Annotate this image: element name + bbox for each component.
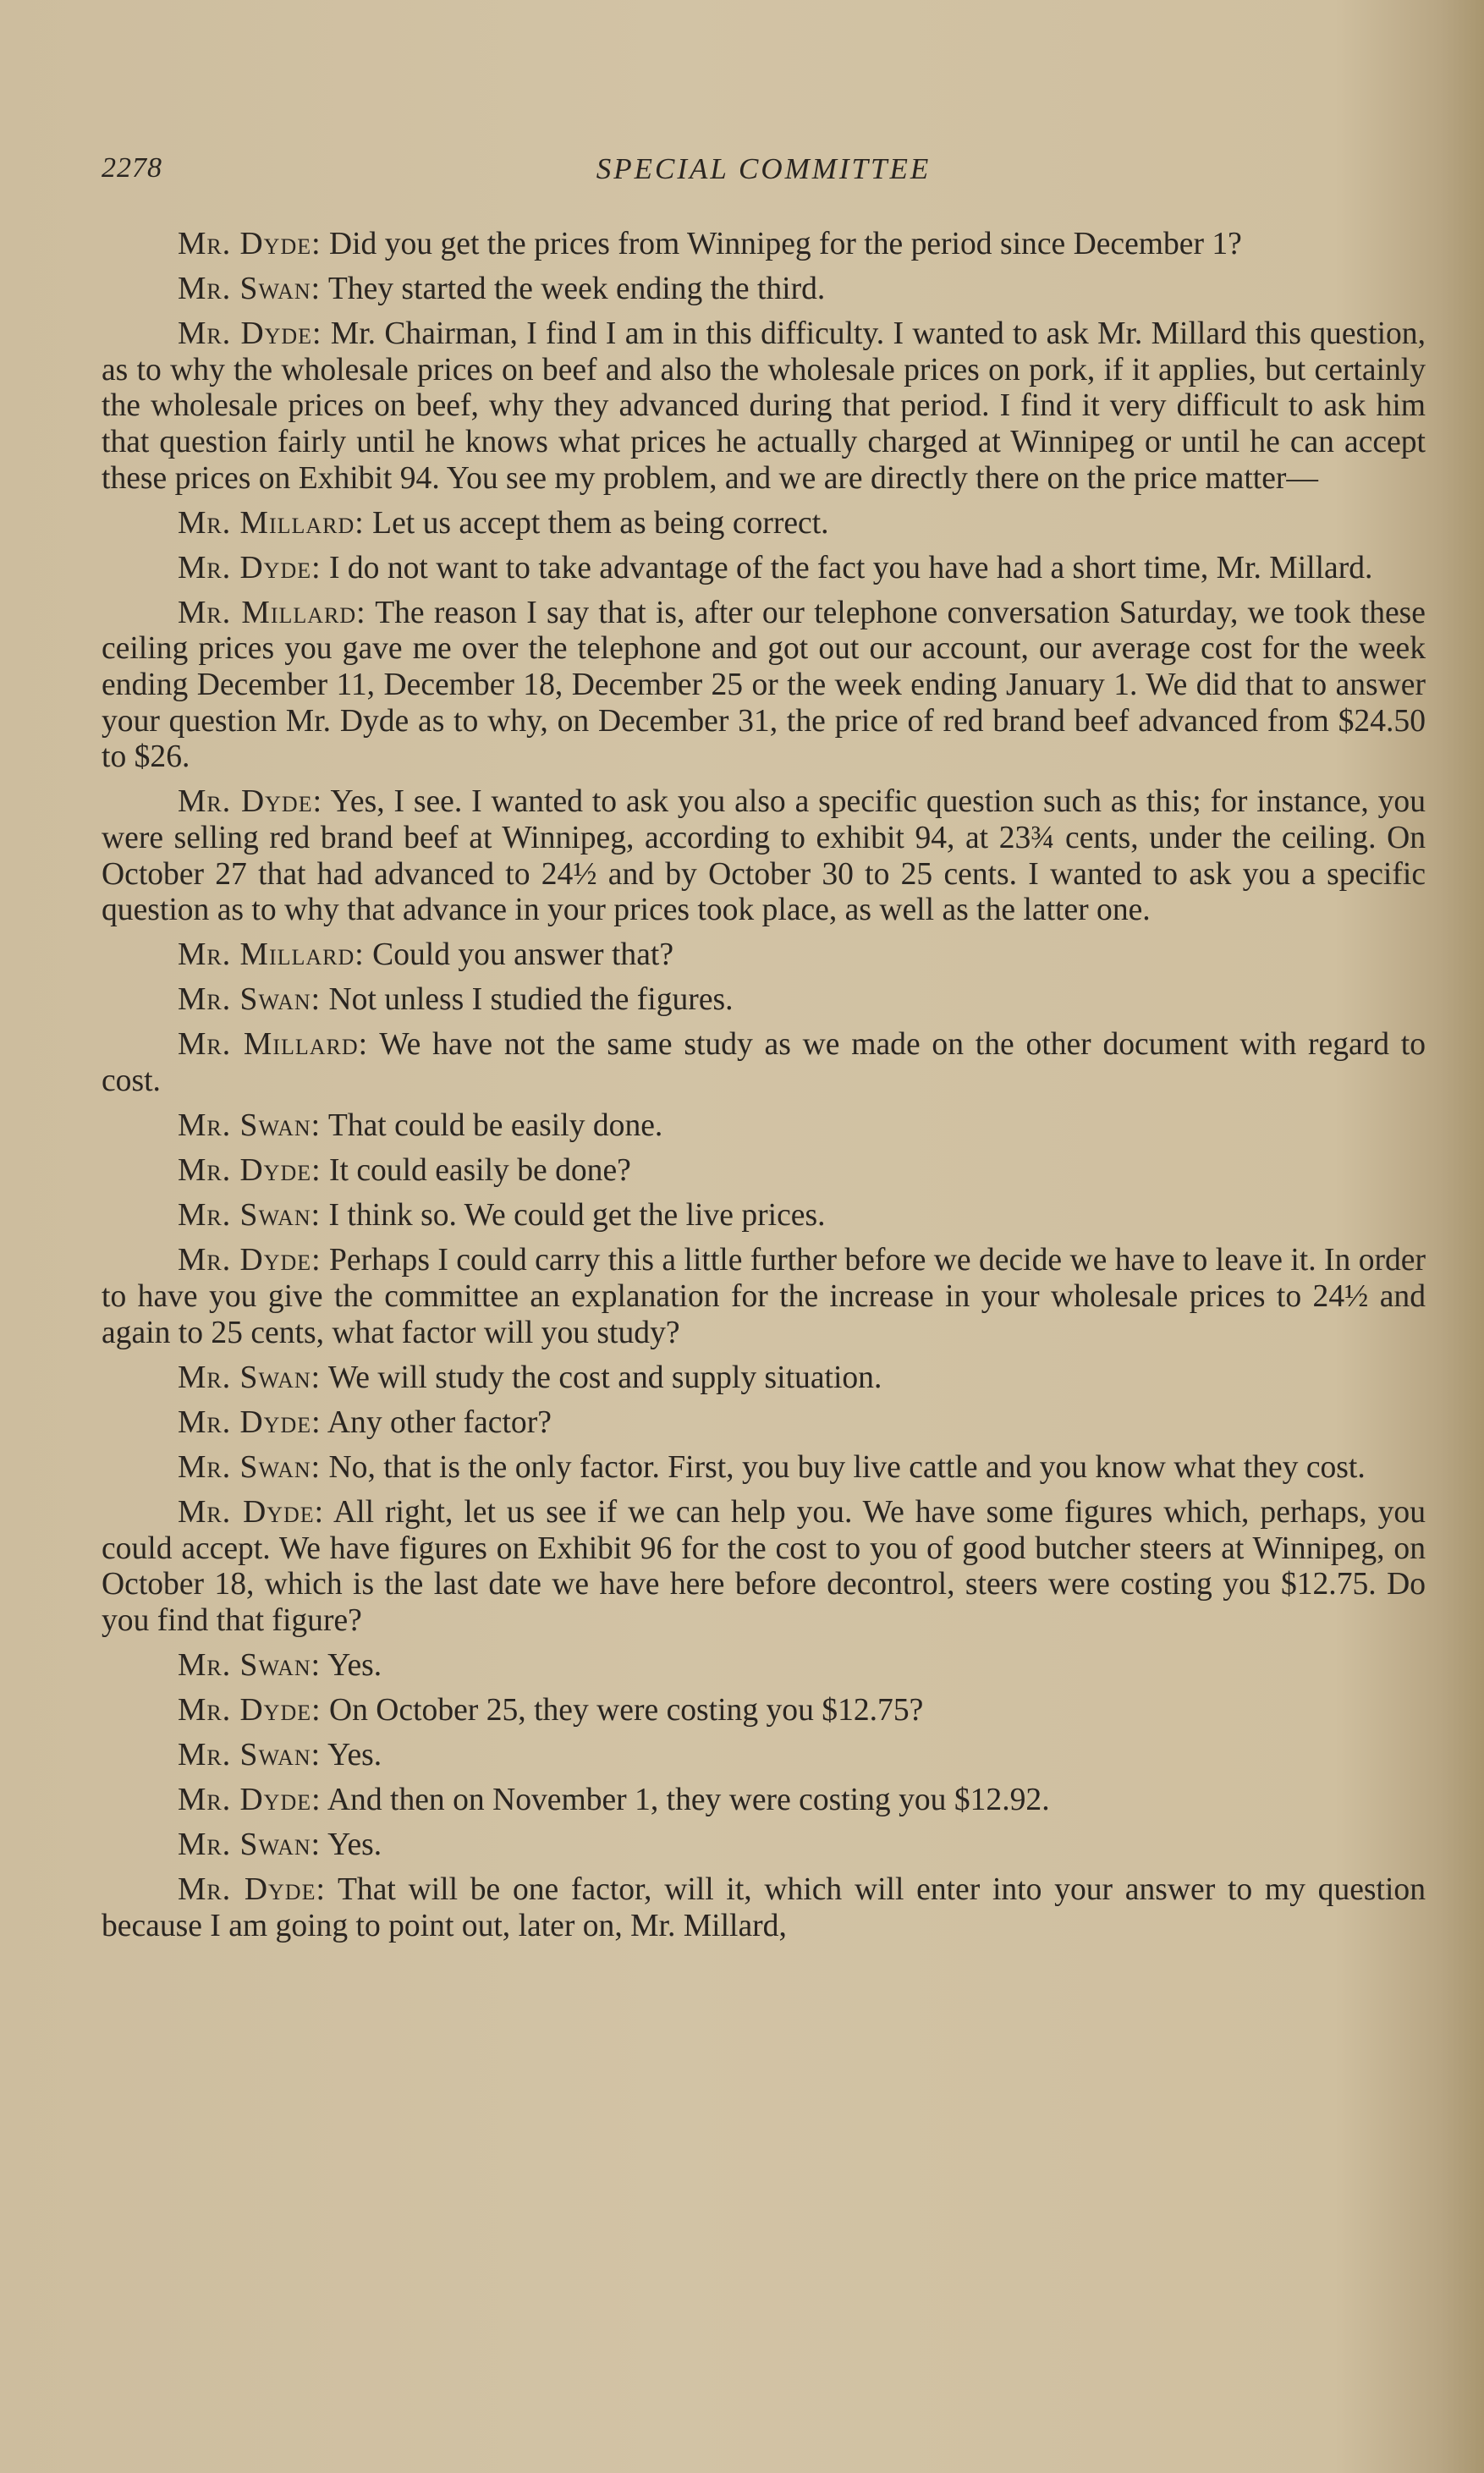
speech-text: They started the week ending the third.	[327, 272, 826, 307]
speech-text: All right, let us see if we can help you. We have some figures which, perhaps, you could accept. We have figures on Exhibit 96 for the cost to you of good butcher steers at Winnipeg, on October 18, which is the last date we have here before decontrol, steers were costing you $12.75. Do you find that figure?	[102, 1494, 1426, 1638]
speaker-name: Mr. Dyde:	[178, 1783, 322, 1818]
speaker-name: Mr. Swan:	[178, 1108, 322, 1144]
running-head: SPECIAL COMMITTEE	[596, 152, 932, 185]
speech-text: I do not want to take advantage of the fact you have had a short time, Mr. Millard.	[328, 550, 1373, 585]
speaker-name: Mr. Dyde:	[178, 316, 322, 352]
transcript-paragraph	[102, 1738, 1426, 1774]
speech-text: Any other factor?	[327, 1404, 552, 1440]
transcript-body	[102, 227, 1426, 1954]
transcript-paragraph	[102, 1827, 1426, 1864]
speech-text: Did you get the prices from Winnipeg for the period since December 1?	[328, 227, 1242, 261]
speaker-name: Mr. Swan:	[178, 1198, 322, 1234]
speech-text: Yes.	[327, 1737, 382, 1772]
speaker-name: Mr. Swan:	[178, 1647, 322, 1683]
speech-text: That will be one factor, will it, which will enter into your answer to my question because I am going to point out, later on, Mr. Millard,	[102, 1872, 1426, 1943]
speech-text: Let us accept them as being correct.	[372, 505, 829, 541]
speaker-name: Mr. Dyde:	[178, 550, 322, 585]
speaker-name: Mr. Dyde:	[178, 1872, 326, 1908]
transcript-paragraph	[102, 272, 1426, 308]
speech-text: Yes.	[327, 1827, 382, 1863]
speaker-name: Mr. Millard:	[178, 595, 366, 630]
transcript-paragraph	[102, 227, 1426, 263]
speech-text: No, that is the only factor. First, you buy live cattle and you know what they cost.	[328, 1449, 1366, 1485]
transcript-paragraph	[102, 316, 1426, 497]
speech-text: Perhaps I could carry this a little further before we decide we have to leave it. In order to have you give the committee an explanation for the increase in your wholesale prices to 24½ and again to 25 cents, what factor will you study?	[102, 1243, 1426, 1350]
speaker-name: Mr. Swan:	[178, 1360, 322, 1395]
speech-text: Yes.	[327, 1647, 382, 1683]
transcript-paragraph	[102, 1783, 1426, 1819]
transcript-paragraph	[102, 982, 1426, 1019]
transcript-paragraph	[102, 1405, 1426, 1442]
transcript-paragraph	[102, 1198, 1426, 1234]
speaker-name: Mr. Swan:	[178, 1827, 322, 1863]
speech-text: Could you answer that?	[372, 937, 673, 973]
page-number: 2278	[102, 152, 162, 184]
speaker-name: Mr. Swan:	[178, 272, 322, 307]
page-header	[102, 152, 1426, 195]
speech-text: Yes, I see. I wanted to ask you also a specific question such as this; for instance, you were selling red brand beef at Winnipeg, according to exhibit 94, at 23¾ cents, under the ceiling. On October 27 that had advanced to 24½ and by October 30 to 25 cents. I wanted to ask you a specific question as to why that advance in your prices took place, as well as the latter one.	[102, 784, 1426, 928]
speaker-name: Mr. Dyde:	[178, 227, 322, 261]
transcript-paragraph	[102, 1153, 1426, 1190]
transcript-paragraph	[102, 784, 1426, 928]
transcript-paragraph	[102, 1027, 1426, 1099]
speaker-name: Mr. Dyde:	[178, 1243, 322, 1278]
speech-text: I think so. We could get the live prices.	[328, 1198, 826, 1234]
speaker-name: Mr. Dyde:	[178, 784, 323, 820]
transcript-paragraph	[102, 1108, 1426, 1145]
speaker-name: Mr. Millard:	[178, 505, 365, 541]
speech-text: The reason I say that is, after our telephone conversation Saturday, we took these ceiling prices you gave me over the telephone and got out our account, our average cost for the week ending December 11, December 18, December 25 or the week ending January 1. We did that to answer your question Mr. Dyde as to why, on December 31, the price of red brand beef advanced from $24.50 to $26.	[102, 595, 1426, 775]
transcript-paragraph	[102, 1872, 1426, 1944]
transcript-paragraph	[102, 1648, 1426, 1684]
speaker-name: Mr. Dyde:	[178, 1494, 325, 1530]
speech-text: Mr. Chairman, I find I am in this difficulty. I wanted to ask Mr. Millard this question, as to why the wholesale prices on beef and also the wholesale prices on pork, if it applies, but certainly the wholesale prices on beef, why they advanced during that period. I find it very difficult to ask him that question fairly until he knows what prices he actually charged at Winnipeg or until he can accept these prices on Exhibit 94. You see my problem, and we are directly there on the price matter—	[102, 316, 1426, 496]
speaker-name: Mr. Millard:	[178, 1027, 369, 1063]
speech-text: Not unless I studied the figures.	[328, 982, 734, 1018]
speaker-name: Mr. Swan:	[178, 982, 322, 1018]
transcript-paragraph	[102, 506, 1426, 542]
speech-text: It could easily be done?	[328, 1153, 631, 1189]
speaker-name: Mr. Dyde:	[178, 1153, 322, 1189]
transcript-paragraph	[102, 1360, 1426, 1397]
speech-text: On October 25, they were costing you $12.75?	[328, 1692, 924, 1728]
speaker-name: Mr. Millard:	[178, 937, 365, 973]
transcript-paragraph	[102, 1495, 1426, 1639]
speaker-name: Mr. Swan:	[178, 1737, 322, 1772]
transcript-paragraph	[102, 596, 1426, 776]
speech-text: We will study the cost and supply situation.	[327, 1360, 882, 1395]
transcript-paragraph	[102, 1693, 1426, 1729]
speech-text: And then on November 1, they were costing you $12.92.	[327, 1783, 1050, 1818]
speaker-name: Mr. Swan:	[178, 1449, 322, 1485]
transcript-paragraph	[102, 551, 1426, 587]
speech-text: That could be easily done.	[327, 1108, 663, 1144]
speaker-name: Mr. Dyde:	[178, 1404, 322, 1440]
transcript-paragraph	[102, 1243, 1426, 1351]
speaker-name: Mr. Dyde:	[178, 1692, 322, 1728]
speech-text: We have not the same study as we made on the other document with regard to cost.	[102, 1027, 1426, 1098]
transcript-paragraph	[102, 937, 1426, 974]
transcript-paragraph	[102, 1450, 1426, 1487]
